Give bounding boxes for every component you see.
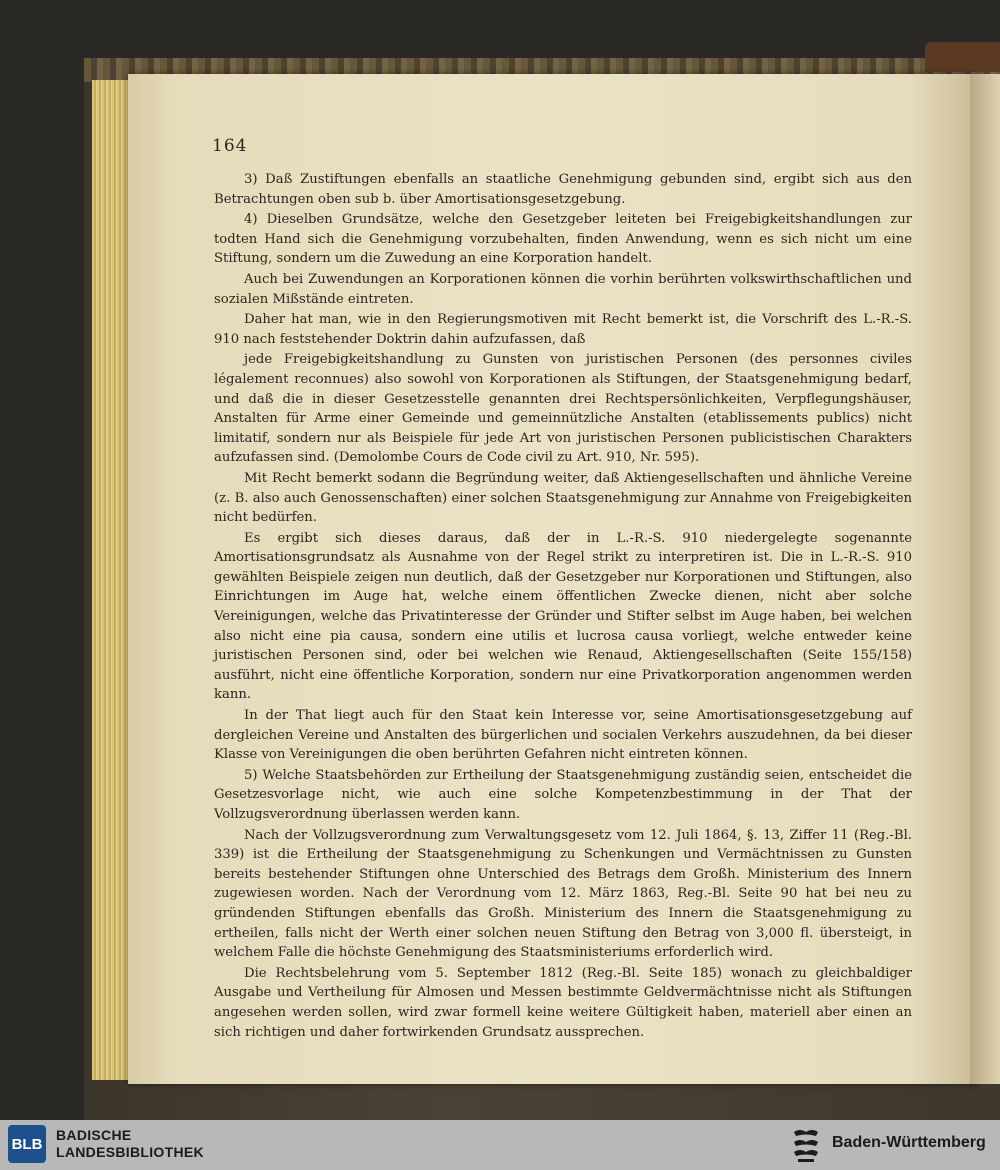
paragraph: Nach der Vollzugsverordnung zum Verwaltungsgesetz vom 12. Juli 1864, §. 13, Ziffer 11 (Reg.-Bl. 339) ist die Ertheilung der Staatsgenehmigung zu Schenkungen und Vermächtnissen zu Gunsten bereits bestehender Stiftungen ohne Unterschied des Betrags dem Großh. Ministerium des Innern zugewiesen worden. Nach der Verordnung vom 12. März 1863, Reg.-Bl. Seite 90 hat bei neu zu gründenden Stiftungen ebenfalls das Großh. Ministerium des Innern die Staatsgenehmigung zu ertheilen, falls nicht der Werth einer solchen neuen Stiftung den Betrag von 3,000 fl. übersteigt, in welchem Falle die höchste Genehmigung des Staatsministeriums erforderlich wird. xyxy=(214,827,912,961)
library-name[interactable] xyxy=(56,1127,204,1161)
paragraph: In der That liegt auch für den Staat kein Interesse vor, seine Amortisationsgesetzgebung auf dergleichen Vereine und Anstalten des bürgerlichen und socialen Verkehrs auszudehnen, da bei dieser Klasse von Vereinigungen die oben berührten Gefahren nicht eintreten können. xyxy=(214,708,912,763)
page-edges xyxy=(92,80,132,1080)
paragraph: Die Rechtsbelehrung vom 5. September 1812 (Reg.-Bl. Seite 185) wonach zu gleichbaldiger Ausgabe und Vertheilung für Almosen und Messen bestimmte Geldvermächtnisse nicht als Stiftungen angesehen werden sollen, wird zwar formell keine weitere Gültigkeit haben, materiell aber einen an sich richtigen und daher fortwirkenden Grundsatz aussprechen. xyxy=(214,965,912,1040)
blb-logo[interactable]: BLB xyxy=(8,1125,46,1163)
paragraph: Es ergibt sich dieses daraus, daß der in L.-R.-S. 910 niedergelegte sogenannte Amortisationsgrundsatz als Ausnahme von der Regel strikt zu interpretiren ist. Die in L.-R.-S. 910 gewählten Beispiele zeigen nun deutlich, daß der Gesetzgeber nur Korporationen und Stiftungen, also Einrichtungen im Auge hat, welche einem öffentlichen Zwecke dienen, nicht aber solche Vereinigungen, welche das Privatinteresse der Gründer und Stifter selbst im Auge haben, bei welchen also nicht eine pia causa, sondern eine utilis et lucrosa causa vorliegt, welche entweder keine juristischen Personen sind, oder bei welchen wie Renaud, Aktiengesellschaften (Seite 155/158) ausführt, nicht eine öffentliche Korporation, sondern nur eine Privatkorporation angenommen werden kann. xyxy=(214,530,912,703)
book-spine xyxy=(925,42,1000,72)
library-name-line2: LANDESBIBLIOTHEK xyxy=(56,1144,204,1160)
page-text xyxy=(214,170,912,1043)
coat-of-arms-icon xyxy=(790,1126,822,1164)
paragraph: Auch bei Zuwendungen an Korporationen können die vorhin berührten volkswirthschaftlichen und sozialen Mißstände eintreten. xyxy=(214,271,912,307)
state-name[interactable]: Baden-Württemberg xyxy=(832,1134,986,1151)
paragraph: 5) Welche Staatsbehörden zur Ertheilung der Staatsgenehmigung zuständig seien, entscheidet die Gesetzesvorlage nicht, wie auch eine solche Kompetenzbestimmung in der That der Vollzugsverordnung überlassen werden kann. xyxy=(214,767,912,822)
page-gutter xyxy=(970,74,1000,1084)
paragraph: Mit Recht bemerkt sodann die Begründung weiter, daß Aktiengesellschaften und ähnliche Vereine (z. B. also auch Genossenschaften) einer solchen Staatsgenehmigung zur Annahme von Freigebigkeiten nicht bedürfen. xyxy=(214,470,912,526)
page-number: 164 xyxy=(212,136,248,156)
paragraph: jede Freigebigkeitshandlung zu Gunsten von juristischen Personen (des personnes civiles légalement reconnues) also sowohl von Korporationen als Stiftungen, der Staatsgenehmigung bedarf, und daß die in dieser Gesetzesstelle genannten drei Rechtspersönlichkeiten, Verpflegungshäuser, Anstalten für Arme einer Gemeinde und gemeinnützliche Anstalten (etablissements publics) nicht limitatif, sondern nur als Beispiele für jede Art von juristischen Personen publicistischen Charakters aufzufassen sind. (Demolombe Cours de Code civil zu Art. 910, Nr. 595). xyxy=(214,352,912,466)
library-name-line1: BADISCHE xyxy=(56,1127,132,1143)
footer-bar xyxy=(0,1120,1000,1170)
paragraph: 3) Daß Zustiftungen ebenfalls an staatliche Genehmigung gebunden sind, ergibt sich aus den Betrachtungen oben sub b. über Amortisationsgesetzgebung. xyxy=(214,172,912,207)
paragraph: Daher hat man, wie in den Regierungsmotiven mit Recht bemerkt ist, die Vorschrift des L.-R.-S. 910 nach feststehender Doktrin dahin aufzufassen, daß xyxy=(214,312,912,347)
paragraph: 4) Dieselben Grundsätze, welche den Gesetzgeber leiteten bei Freigebigkeitshandlungen zur todten Hand sich die Genehmigung vorzubehalten, finden Anwendung, wenn es sich nicht um eine Stiftung, sondern um die Zuwedung an eine Korporation handelt. xyxy=(214,212,912,267)
